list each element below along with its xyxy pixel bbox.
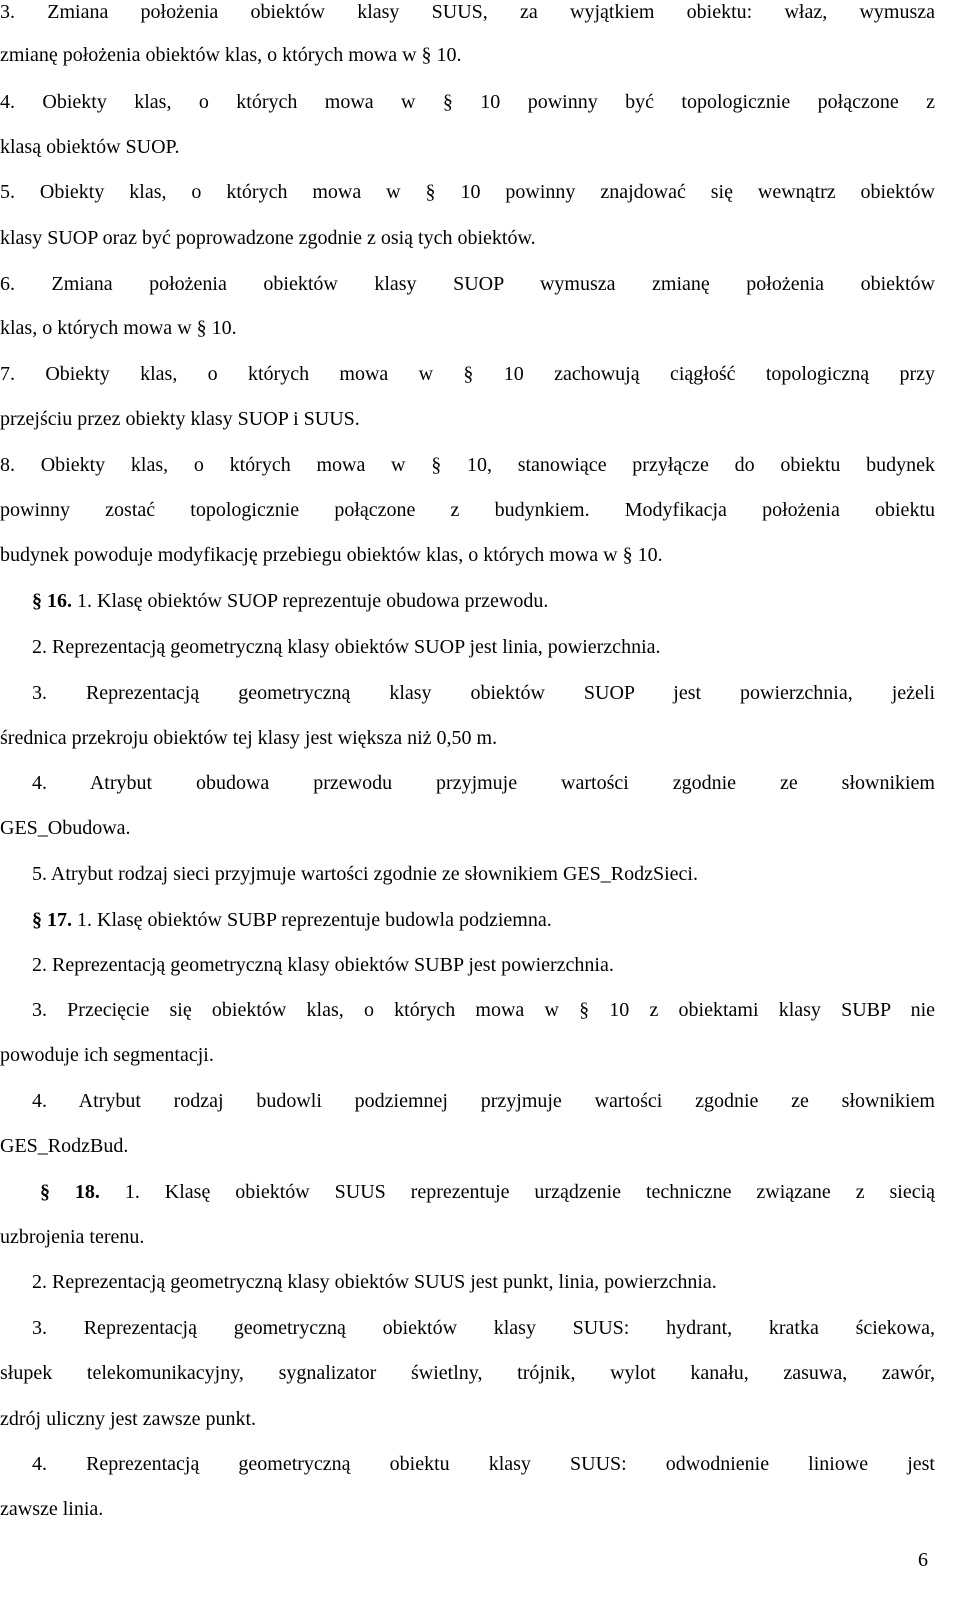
section-18-item-1-line-1: 1. Klasę obiektów SUUS reprezentuje urządzenie techniczne związane z siecią xyxy=(124,1181,936,1203)
paragraph-6-line-1: 6. Zmiana położenia obiektów klasy SUOP wymusza zmianę położenia obiektów xyxy=(0,273,935,295)
section-18-heading xyxy=(40,1180,935,1204)
paragraph-8-line-1: 8. Obiekty klas, o których mowa w § 10, stanowiące przyłącze do obiektu budynek xyxy=(0,454,935,476)
section-18-item-4-line-1: 4. Reprezentacją geometryczną obiektu klasy SUUS: odwodnienie liniowe jest xyxy=(32,1453,935,1475)
section-16-number: § 16. xyxy=(32,590,72,612)
paragraph-4-line-1: 4. Obiekty klas, o których mowa w § 10 powinny być topologicznie połączone z xyxy=(0,91,935,113)
section-16-item-1: 1. Klasę obiektów SUOP reprezentuje obudowa przewodu. xyxy=(77,590,549,612)
paragraph-7-line-2: przejściu przez obiekty klasy SUOP i SUUS. xyxy=(0,408,360,430)
paragraph-3-line-1: 3. Zmiana położenia obiektów klasy SUUS, za wyjątkiem obiektu: właz, wymusza xyxy=(0,1,935,23)
section-16-item-2: 2. Reprezentacją geometryczną klasy obiektów SUOP jest linia, powierzchnia. xyxy=(32,636,661,658)
section-18-item-1-line-2: uzbrojenia terenu. xyxy=(0,1226,145,1248)
paragraph-6-line-2: klas, o których mowa w § 10. xyxy=(0,317,237,339)
paragraph-5-line-2: klasy SUOP oraz być poprowadzone zgodnie z osią tych obiektów. xyxy=(0,227,536,249)
section-17-heading xyxy=(32,908,552,932)
section-16-heading xyxy=(32,589,548,613)
section-18-item-2: 2. Reprezentacją geometryczną klasy obiektów SUUS jest punkt, linia, powierzchnia. xyxy=(32,1271,717,1293)
section-16-item-4-line-2: GES_Obudowa. xyxy=(0,817,131,839)
section-17-item-4-line-2: GES_RodzBud. xyxy=(0,1135,129,1157)
section-18-item-3-line-3: zdrój uliczny jest zawsze punkt. xyxy=(0,1408,257,1430)
section-18-number: § 18. xyxy=(40,1181,100,1203)
paragraph-3-line-2: zmianę położenia obiektów klas, o których mowa w § 10. xyxy=(0,44,462,66)
paragraph-7-line-1: 7. Obiekty klas, o których mowa w § 10 zachowują ciągłość topologiczną przy xyxy=(0,363,935,385)
section-17-number: § 17. xyxy=(32,909,72,931)
section-16-item-3-line-1: 3. Reprezentacją geometryczną klasy obiektów SUOP jest powierzchnia, jeżeli xyxy=(32,682,935,704)
section-17-item-3-line-2: powoduje ich segmentacji. xyxy=(0,1044,214,1066)
section-17-item-2: 2. Reprezentacją geometryczną klasy obiektów SUBP jest powierzchnia. xyxy=(32,954,614,976)
paragraph-8-line-2: powinny zostać topologicznie połączone z budynkiem. Modyfikacja położenia obiektu xyxy=(0,499,935,521)
section-18-item-3-line-1: 3. Reprezentacją geometryczną obiektów klasy SUUS: hydrant, kratka ściekowa, xyxy=(32,1317,935,1339)
paragraph-8-line-3: budynek powoduje modyfikację przebiegu obiektów klas, o których mowa w § 10. xyxy=(0,544,663,566)
page-number: 6 xyxy=(918,1549,928,1571)
section-16-item-5: 5. Atrybut rodzaj sieci przyjmuje wartości zgodnie ze słownikiem GES_RodzSieci. xyxy=(32,863,698,885)
paragraph-5-line-1: 5. Obiekty klas, o których mowa w § 10 powinny znajdować się wewnątrz obiektów xyxy=(0,181,935,203)
section-17-item-4-line-1: 4. Atrybut rodzaj budowli podziemnej przyjmuje wartości zgodnie ze słownikiem xyxy=(32,1090,935,1112)
section-16-item-4-line-1: 4. Atrybut obudowa przewodu przyjmuje wartości zgodnie ze słownikiem xyxy=(32,772,935,794)
paragraph-4-line-2: klasą obiektów SUOP. xyxy=(0,136,180,158)
section-16-item-3-line-2: średnica przekroju obiektów tej klasy jest większa niż 0,50 m. xyxy=(0,727,498,749)
section-17-item-1: 1. Klasę obiektów SUBP reprezentuje budowla podziemna. xyxy=(77,909,552,931)
section-17-item-3-line-1: 3. Przecięcie się obiektów klas, o których mowa w § 10 z obiektami klasy SUBP nie xyxy=(32,999,935,1021)
section-18-item-4-line-2: zawsze linia. xyxy=(0,1498,104,1520)
section-18-item-3-line-2: słupek telekomunikacyjny, sygnalizator świetlny, trójnik, wylot kanału, zasuwa, zawór, xyxy=(0,1362,935,1384)
